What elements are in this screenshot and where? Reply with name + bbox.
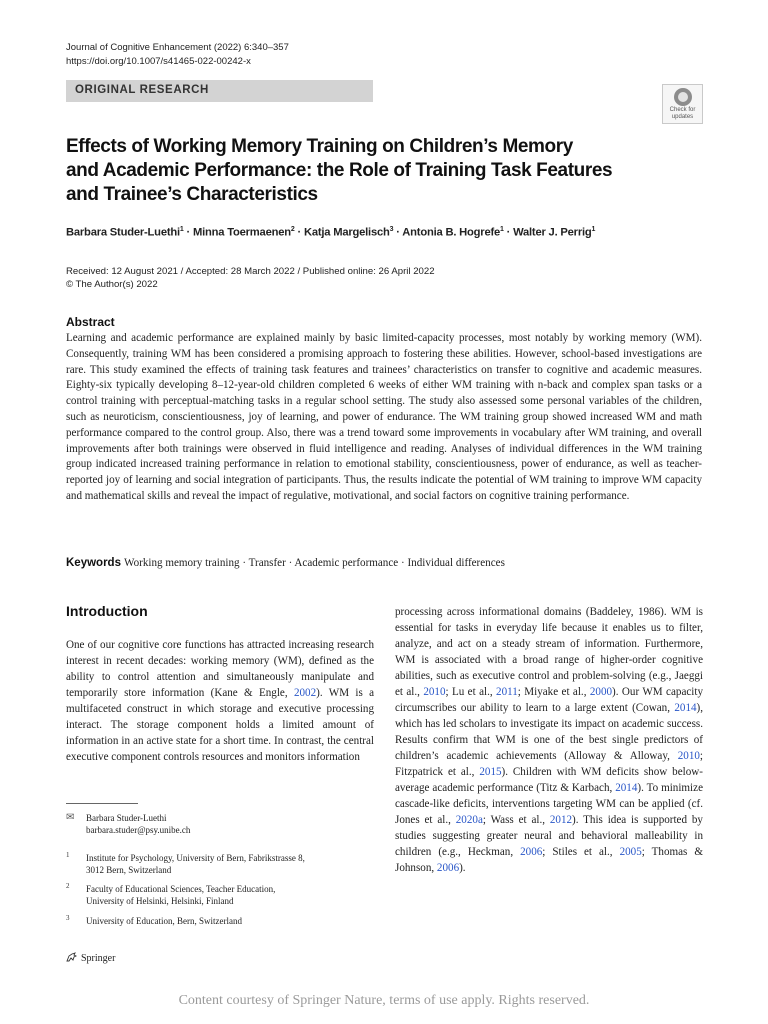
affiliation-3: University of Education, Bern, Switzerland <box>86 916 242 926</box>
paragraph-text: processing across informational domains (Baddeley, 1986). WM is essential for tasks in everyday life because it enables us to filter, analyze, and act on a steady stream of information. Furthermore, WM is associated with a broad range of higher-order cognitive abilities, such as executive control and problem-solving (e.g., Jaeggi et al., <box>395 606 703 698</box>
corresponding-author-name: Barbara Studer-Luethi <box>86 813 167 823</box>
affiliation-number: 1 <box>66 851 70 859</box>
journal-reference: Journal of Cognitive Enhancement (2022) 6:340–357 <box>66 42 289 53</box>
courtesy-notice: Content courtesy of Springer Nature, terms of use apply. Rights reserved. <box>178 993 590 1008</box>
paragraph-text: One of our cognitive core functions has attracted increasing research interest in recent decades: working memory (WM), defined as the ability to control attention and simultaneously manipulate and temporarily store information (Kane & Engle, <box>66 639 374 699</box>
author-name[interactable]: Minna Toermaenen <box>192 226 291 239</box>
article-title <box>66 135 656 207</box>
title-line: Effects of Working Memory Training on Children’s Memory <box>66 136 573 157</box>
article-type-banner <box>66 80 373 102</box>
keywords-heading: Keywords <box>66 557 121 569</box>
abstract-text: Learning and academic performance are explained mainly by basic limited-capacity processes, most notably by working memory (WM). Consequently, training WM has been considered a promising approach to fostering these abilities. However, school-based investigations are rare. This study examined the effects of training task features and trainees’ characteristics on transfer to cognitive and academic measures. Eighty-six typically developing 8–12-year-old children completed 6 weeks of either WM training with n-back and complex span tasks or a control training with perceptual-matching tasks in a regular school setting. The study also assessed some personal variables of the children, such as neuroticism, conscientiousness, joy of learning, and power of endurance. The WM training group showed increased WM and math performance compared to the control group. Also, there was a trend toward some improvements in vocabulary after WM training, and overall improvements after both trainings were observed in fluid intelligence and reading. Analyses of individual differences in the WM training group indicated increased training performance in relation to emotional stability, conscientiousness, power of endurance, as well as teacher-reported joy of learning and social integration of participants. Thus, the results indicate the potential of WM training to improve WM capacity and mathematical skills and reveal the impact of regulative, motivational, and social factors on cognitive training performance. <box>66 332 702 502</box>
author-name[interactable]: Antonia B. Hogrefe <box>402 226 501 239</box>
author-name[interactable]: Walter J. Perrig <box>513 226 592 239</box>
introduction-heading: Introduction <box>66 603 148 619</box>
paragraph-text: ), which has led scholars to investigate its impact on academic success. Results confirm that WM is one of the best single predictors of children’s academic achievements (Alloway & Alloway, <box>395 702 703 762</box>
footnote-divider <box>66 803 138 804</box>
paragraph-text: ). <box>459 862 466 874</box>
citation-link[interactable]: 2020a <box>455 814 483 826</box>
citation-link[interactable]: 2015 <box>479 766 502 778</box>
citation-link[interactable]: 2014 <box>674 702 697 714</box>
citation-link[interactable]: 2006 <box>520 846 543 858</box>
envelope-icon: ✉ <box>66 812 75 823</box>
journal-citation <box>66 41 289 69</box>
paragraph-text: ). Our WM capacity circumscribes our ability to learn to a large extent (Cowan, <box>395 686 704 714</box>
springer-horse-icon <box>66 952 78 962</box>
introduction-column-left <box>66 637 374 765</box>
doi-link[interactable]: https://doi.org/10.1007/s41465-022-00242-x <box>66 56 251 67</box>
copyright: © The Author(s) 2022 <box>66 279 158 290</box>
publication-dates <box>66 265 435 291</box>
paragraph-text: ; Miyake et al., <box>517 686 590 698</box>
paragraph-text: ). WM is a multifaceted construct in which storage and executive processing interact. The storage component holds a limited amount of information in an active state for a short time. In contrast, the central executive component controls resources and monitors information <box>66 687 375 763</box>
history-dates: Received: 12 August 2021 / Accepted: 28 March 2022 / Published online: 26 April 2022 <box>66 266 435 277</box>
paragraph-text: ; Stiles et al., <box>542 846 620 858</box>
paragraph-text: ). Children with WM deficits show below-average academic performance (Titz & Karbach, <box>395 766 703 794</box>
keywords-list: Working memory training · Transfer · Academic performance · Individual differences <box>124 557 505 569</box>
paragraph-text: ; Lu et al., <box>445 686 497 698</box>
abstract-heading: Abstract <box>66 315 115 329</box>
check-for-updates-icon <box>674 88 692 106</box>
paragraph-text: ). To minimize cascade-like deficits, interventions targeting WM can be applied (cf. Jones et al., <box>395 782 703 826</box>
paragraph-text: ). This idea is supported by studies suggesting greater neural and behavioral malleability in children (e.g., Heckman, <box>395 814 703 858</box>
affiliation-number: 3 <box>66 914 70 922</box>
citation-link[interactable]: 2014 <box>615 782 638 794</box>
publisher-logo <box>66 952 115 964</box>
author-list: Barbara Studer-Luethi$^1$ · Minna Toermaenen$^2$ · Katja Margelisch$^3$ · Antonia B. Hogrefe$^1$ · Walter J. Perrig$^1$ <box>66 226 596 239</box>
affiliation-number: 2 <box>66 882 70 890</box>
citation-link[interactable]: 2011 <box>496 686 518 698</box>
citation-link[interactable]: 2005 <box>619 846 642 858</box>
author-name[interactable]: Barbara Studer-Luethi <box>66 226 180 239</box>
article-type-label: ORIGINAL RESEARCH <box>75 84 209 96</box>
affiliation-2: Faculty of Educational Sciences, Teacher Education, University of Helsinki, Helsinki, Finland <box>86 884 276 906</box>
badge-label: Check for updates <box>669 107 696 120</box>
citation-link[interactable]: 2002 <box>293 687 317 699</box>
publisher-name: Springer <box>81 953 116 964</box>
citation-link[interactable]: 2012 <box>549 814 573 826</box>
author-name[interactable]: Katja Margelisch <box>303 226 390 239</box>
citation-link[interactable]: 2010 <box>423 686 446 698</box>
citation-link[interactable]: 2006 <box>436 862 460 874</box>
corresponding-author <box>86 812 190 836</box>
title-line: and Academic Performance: the Role of Training Task Features <box>66 160 613 181</box>
check-for-updates-badge[interactable] <box>662 84 703 124</box>
title-line: and Trainee’s Characteristics <box>66 184 318 205</box>
citation-link[interactable]: 2000 <box>589 686 613 698</box>
paragraph-text: ; Fitzpatrick et al., <box>395 750 703 778</box>
paragraph-text: ; Thomas & Johnson, <box>395 846 703 874</box>
corresponding-author-email[interactable]: barbara.studer@psy.unibe.ch <box>86 825 191 835</box>
paragraph-text: ; Wass et al., <box>482 814 550 826</box>
citation-link[interactable]: 2010 <box>677 750 700 762</box>
affiliation-1: Institute for Psychology, University of Bern, Fabrikstrasse 8, 3012 Bern, Switzerland <box>86 853 305 875</box>
introduction-column-right <box>395 604 703 876</box>
